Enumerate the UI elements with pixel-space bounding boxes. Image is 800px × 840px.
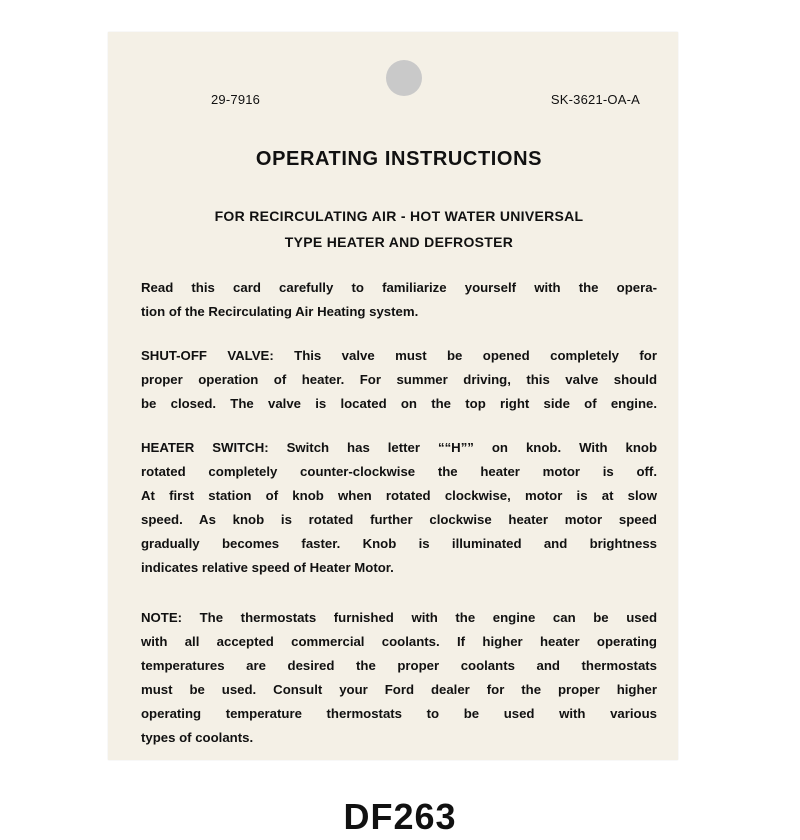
paragraph-line: NOTE: The thermostats furnished with the engine can be used <box>141 610 657 625</box>
paragraph-line: Read this card carefully to familiarize yourself with the opera- <box>141 280 657 295</box>
paragraph-line: tion of the Recirculating Air Heating system. <box>141 304 419 319</box>
paragraph-line: proper operation of heater. For summer driving, this valve should <box>141 372 657 387</box>
intro-paragraph <box>141 276 657 324</box>
card-subtitle-line-1: FOR RECIRCULATING AIR - HOT WATER UNIVERSAL <box>214 208 584 224</box>
paragraph-line: SHUT-OFF VALVE: This valve must be opened completely for <box>141 348 657 363</box>
paragraph-line: types of coolants. <box>141 730 254 745</box>
paragraph-line: At first station of knob when rotated clockwise, motor is at slow <box>141 488 657 503</box>
paragraph-line: with all accepted commercial coolants. If higher heater operating <box>141 634 657 649</box>
card-title: OPERATING INSTRUCTIONS <box>255 148 543 170</box>
paragraph-line: temperatures are desired the proper coolants and thermostats <box>141 658 657 673</box>
paragraph-line: must be used. Consult your Ford dealer for the proper higher <box>141 682 657 697</box>
instruction-card <box>108 32 678 760</box>
note-paragraph <box>141 606 657 750</box>
paragraph-line: indicates relative speed of Heater Motor. <box>141 560 394 575</box>
paragraph-line: gradually becomes faster. Knob is illuminated and brightness <box>141 536 657 551</box>
product-code: DF263 <box>343 796 457 837</box>
shut-off-valve-paragraph <box>141 344 657 416</box>
heater-switch-paragraph <box>141 436 657 580</box>
part-number: 29-7916 <box>211 92 261 107</box>
punch-hole <box>386 60 422 96</box>
paragraph-line: be closed. The valve is located on the top right side of engine. <box>141 396 657 411</box>
paragraph-line: speed. As knob is rotated further clockwise heater motor speed <box>141 512 657 527</box>
sketch-number: SK-3621-OA-A <box>550 92 640 107</box>
paragraph-line: rotated completely counter-clockwise the heater motor is off. <box>141 464 657 479</box>
paragraph-line: operating temperature thermostats to be used with various <box>141 706 657 721</box>
card-subtitle-line-2: TYPE HEATER AND DEFROSTER <box>284 234 514 250</box>
paragraph-line: HEATER SWITCH: Switch has letter ““H”” on knob. With knob <box>141 440 657 455</box>
